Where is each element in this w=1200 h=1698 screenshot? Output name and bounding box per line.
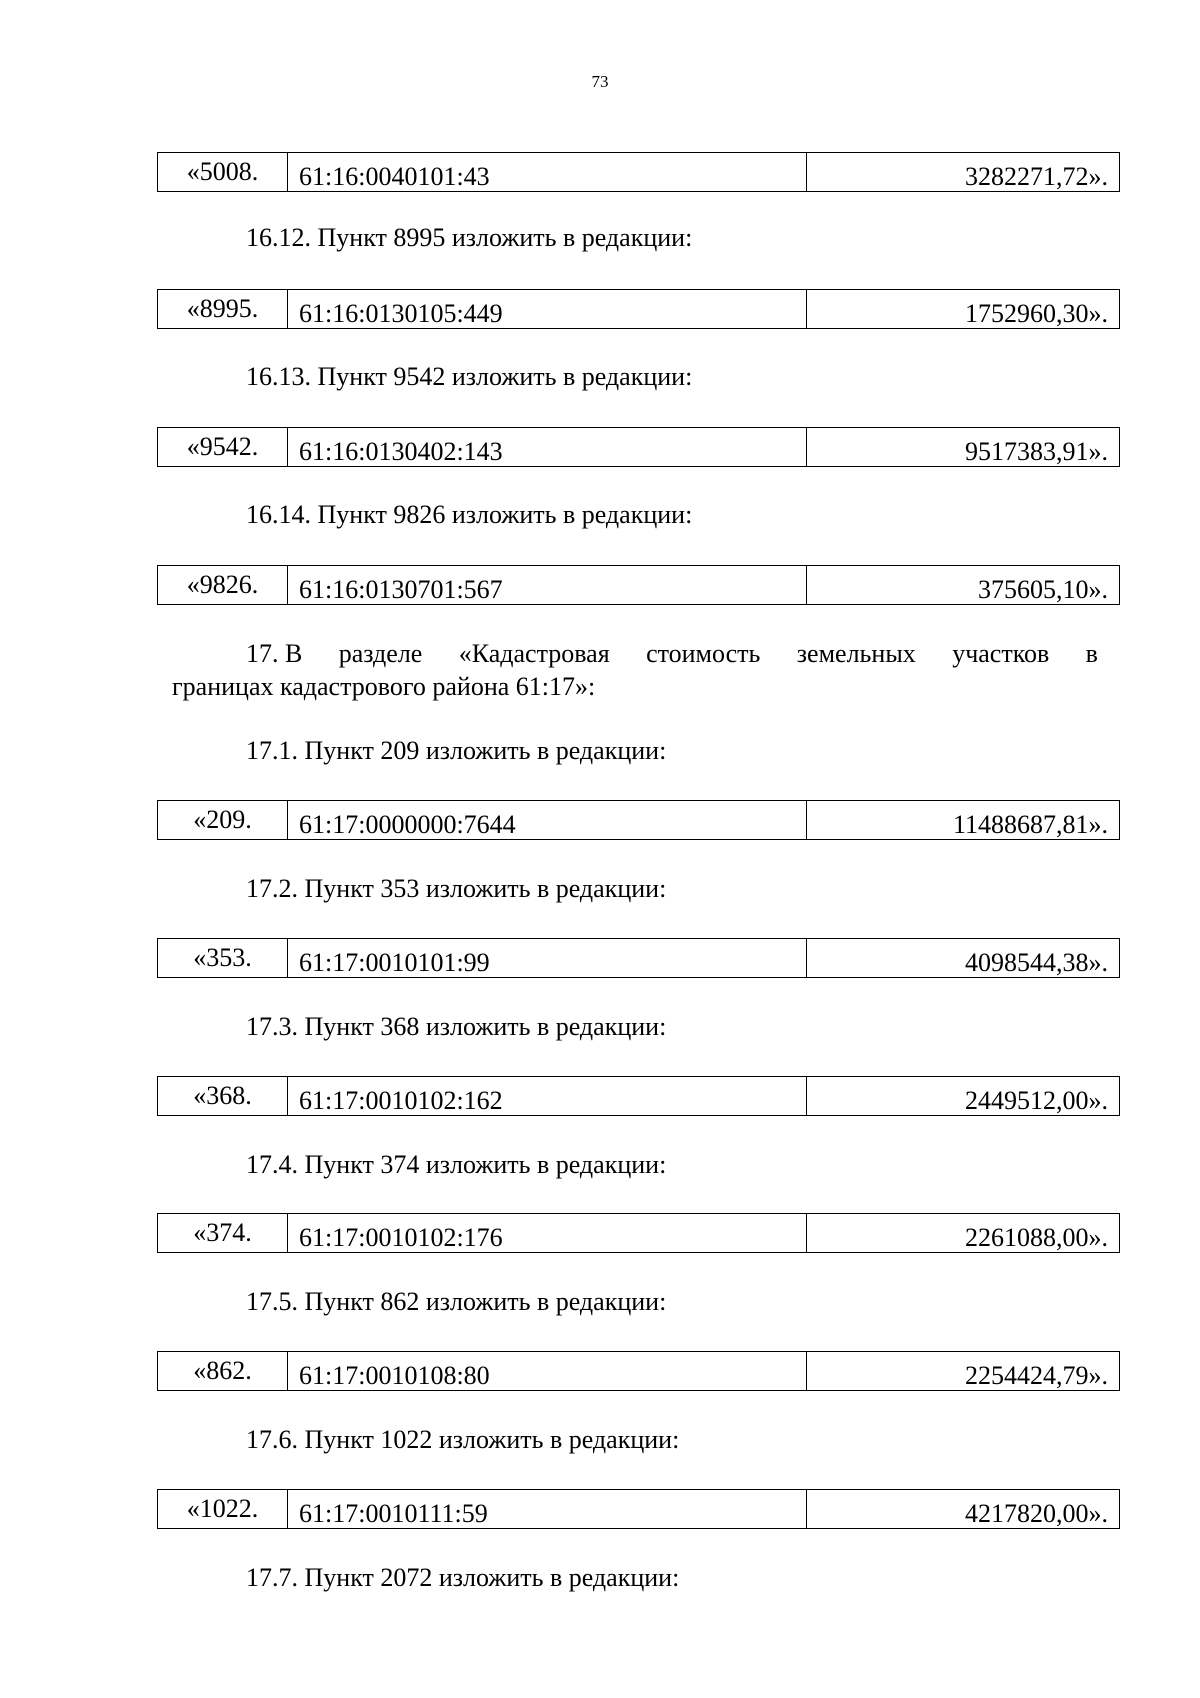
item-number: «9542. (158, 428, 288, 466)
section-heading-line1 (172, 637, 1098, 670)
word: разделе (338, 639, 423, 668)
cadastral-value: 2254424,79». (965, 1361, 1108, 1390)
paragraph: 16.14. Пункт 9826 изложить в редакции: (246, 500, 693, 529)
paragraph: 17.5. Пункт 862 изложить в редакции: (246, 1287, 667, 1316)
cadastral-value: 4098544,38». (965, 948, 1108, 977)
paragraph: 17.4. Пункт 374 изложить в редакции: (246, 1150, 667, 1179)
item-number: «5008. (158, 153, 288, 191)
table-row (157, 938, 1120, 978)
table-row (157, 1351, 1120, 1391)
cadastral-value: 375605,10». (978, 575, 1108, 604)
item-number: «862. (158, 1352, 288, 1390)
word: земельных (796, 639, 916, 668)
table-row (157, 152, 1120, 192)
cadastral-number: 61:17:0010108:80 (288, 1352, 807, 1390)
cadastral-value: 3282271,72». (965, 162, 1108, 191)
cadastral-number: 61:16:0130402:143 (288, 428, 807, 466)
cadastral-value: 4217820,00». (965, 1499, 1108, 1528)
table-row (157, 427, 1120, 467)
cadastral-number: 61:17:0010101:99 (288, 939, 807, 977)
cadastral-value: 9517383,91». (965, 437, 1108, 466)
page-number: 73 (591, 72, 609, 91)
word: 17. В (246, 639, 303, 668)
paragraph: 16.12. Пункт 8995 изложить в редакции: (246, 223, 693, 252)
item-number: «368. (158, 1077, 288, 1115)
cadastral-number: 61:16:0130701:567 (288, 566, 807, 604)
cadastral-number: 61:17:0010102:162 (288, 1077, 807, 1115)
item-number: «1022. (158, 1490, 288, 1528)
item-number: «374. (158, 1214, 288, 1252)
paragraph: 17.2. Пункт 353 изложить в редакции: (246, 874, 667, 903)
cadastral-value: 11488687,81». (952, 810, 1108, 839)
cadastral-number: 61:16:0130105:449 (288, 290, 807, 328)
table-row (157, 565, 1120, 605)
cadastral-value: 2449512,00». (965, 1086, 1108, 1115)
item-number: «8995. (158, 290, 288, 328)
cadastral-number: 61:17:0000000:7644 (288, 801, 807, 839)
word: в (1085, 639, 1098, 668)
word: участков (952, 639, 1050, 668)
paragraph: 16.13. Пункт 9542 изложить в редакции: (246, 362, 693, 391)
cadastral-number: 61:17:0010102:176 (288, 1214, 807, 1252)
table-row (157, 1213, 1120, 1253)
item-number: «353. (158, 939, 288, 977)
word: стоимость (646, 639, 761, 668)
table-row (157, 800, 1120, 840)
section-heading (172, 637, 1098, 703)
cadastral-value: 1752960,30». (965, 299, 1108, 328)
paragraph: 17.3. Пункт 368 изложить в редакции: (246, 1012, 667, 1041)
cadastral-number: 61:17:0010111:59 (288, 1490, 807, 1528)
table-row (157, 1076, 1120, 1116)
paragraph: 17.7. Пункт 2072 изложить в редакции: (246, 1563, 680, 1592)
cadastral-value: 2261088,00». (965, 1223, 1108, 1252)
cadastral-number: 61:16:0040101:43 (288, 153, 807, 191)
item-number: «9826. (158, 566, 288, 604)
section-heading-line2: границах кадастрового района 61:17»: (172, 672, 596, 701)
item-number: «209. (158, 801, 288, 839)
paragraph: 17.1. Пункт 209 изложить в редакции: (246, 736, 667, 765)
paragraph: 17.6. Пункт 1022 изложить в редакции: (246, 1425, 680, 1454)
table-row (157, 1489, 1120, 1529)
table-row (157, 289, 1120, 329)
word: «Кадастровая (458, 639, 610, 668)
